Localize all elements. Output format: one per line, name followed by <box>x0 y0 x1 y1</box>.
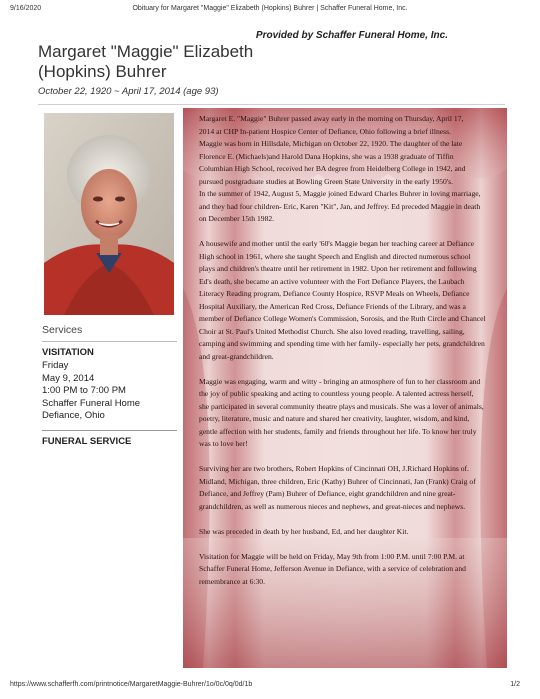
deceased-name-line2: (Hopkins) Buhrer <box>38 62 167 81</box>
deceased-name <box>38 42 338 82</box>
obit-line: Schaffer Funeral Home, Jefferson Avenue in Defiance, with a service of celebration and <box>199 564 466 573</box>
funeral-service-heading: FUNERAL SERVICE <box>42 435 132 447</box>
obit-line: Choir at St. Paul's United Methodist Church. She also loved reading, travelling, sailing, <box>199 326 465 336</box>
obit-line: Florence E. (Michaels)and Harold Dana Hopkins, she was a 1938 graduate of Tiffin <box>199 151 454 161</box>
visitation-time: 1:00 PM to 7:00 PM <box>42 385 126 396</box>
obit-line: Visitation for Maggie will be held on Friday, May 9th from 1:00 P.M. until 7:00 P.M. at <box>199 551 465 561</box>
obit-line: member of Defiance College Women's Commission, Sorosis, and the Ruth Circle and Chancel <box>199 314 486 323</box>
obit-line: plays and children's theatre until her retirement in 1982. Upon her retirement and following <box>199 264 477 273</box>
services-panel <box>42 324 177 449</box>
obit-line: High school in 1961, where she taught Speech and English and directed numerous school <box>199 251 471 261</box>
services-title: Services <box>42 324 83 336</box>
services-divider <box>42 341 177 342</box>
life-dates: October 22, 1920 ~ April 17, 2014 (age 93) <box>38 86 219 97</box>
obit-line: camping and swimming and spending time with her family- especially her pets, grandchildren <box>199 339 485 348</box>
obit-line: Margaret E. "Maggie" Buhrer passed away early in the morning on Thursday, April 17, <box>199 114 464 123</box>
obituary-paragraph <box>199 238 494 363</box>
obit-line: poetry, literature, music and nature and shared her creativity, laughter, wisdom, and kind, <box>199 414 470 423</box>
obit-line: gentle affection with her students, family and friends throughout her life. To know her truly <box>199 426 477 436</box>
obit-line: she participated in several community theatre plays and musicals. She was a lover of animals, <box>199 401 484 411</box>
visitation-heading: VISITATION <box>42 347 94 358</box>
obit-line: Surviving her are two brothers, Robert Hopkins of Cincinnati OH, J.Richard Hopkins of. <box>199 464 469 473</box>
obit-line: and great-grandchildren. <box>199 351 274 361</box>
obit-line: Midland, Michigan, three children, Eric (Kathy) Buhrer of Cincinnati, Jan (Frank) Craig of <box>199 476 476 486</box>
deceased-name-line1: Margaret "Maggie" Elizabeth <box>38 42 254 61</box>
portrait-image <box>44 113 174 315</box>
obit-line: Maggie was engaging, warm and witty - bringing an atmosphere of fun to her classroom and <box>199 376 481 386</box>
obit-line: pursued postgraduate studies at Bowling Green State University in the early 1950's. <box>199 176 454 186</box>
obit-line: and they had four children- Eric, Karen "Kit", Jan, and Jeffrey. Ed preceded Maggie in death <box>199 201 481 211</box>
obit-line: She was preceded in death by her husband, Ed, and her daughter Kit. <box>199 526 409 536</box>
obit-line: Defiance, and Jeffrey (Pam) Buhrer of Defiance, eight grandchildren and nine great- <box>199 489 456 498</box>
obituary-paragraph <box>199 551 494 589</box>
obituary-paragraph <box>199 376 494 451</box>
visitation-place: Schaffer Funeral Home <box>42 397 141 409</box>
footer-url: https://www.schafferfh.com/printnotice/MargaretMaggie-Buhrer/1o/0c/0q/0d/1b <box>10 681 253 688</box>
obit-line: Columbian High School, received her BA degree from Heidelberg College in 1942, and <box>199 164 466 173</box>
obit-line: In the summer of 1942, August 5, Maggie joined Edward Charles Buhrer in loving marriage, <box>199 189 481 198</box>
header-divider <box>38 104 505 105</box>
portrait-photo <box>44 113 174 315</box>
obit-line: was to love her! <box>199 439 248 448</box>
obituary-text <box>199 113 494 601</box>
obit-line: Ed's death, she became an active volunteer with the Fort Defiance Players, the Laubach <box>199 276 465 286</box>
obit-line: A housewife and mother until the early '60's Maggie began her teaching career at Defiance <box>199 239 475 248</box>
visitation-date: May 9, 2014 <box>42 372 95 384</box>
obit-line: Maggie was born in Hillsdale, Michigan on October 22, 1920. The daughter of the late <box>199 139 463 148</box>
obit-line: Hospital Auxiliary, the American Red Cross, Defiance Friends of the Library, and was a <box>199 301 466 311</box>
funeral-divider <box>42 430 177 431</box>
visitation-city: Defiance, Ohio <box>42 410 105 421</box>
obit-line: grandchildren, as well as numerous nieces and nephews, and great-nieces and nephews. <box>199 501 466 511</box>
obit-line: the joy of public speaking and acting to countless young people. A talented actress herself, <box>199 389 474 398</box>
obit-line: remembrance at 6:30. <box>199 576 265 586</box>
footer-page-number: 1/2 <box>510 681 520 688</box>
obit-line: 2014 at CHP In-patient Hospice Center of Defiance, Ohio following a brief illness. <box>199 126 451 136</box>
obit-line: Literacy Reading program, Defiance County Hospice, RSVP Meals on Wheels, Defiance <box>199 289 470 298</box>
provided-by-text: Provided by Schaffer Funeral Home, Inc. <box>255 30 448 41</box>
browser-page-title: Obituary for Margaret "Maggie" Elizabeth (Hopkins) Buhrer | Schaffer Funeral Home, Inc. <box>132 5 408 12</box>
obituary-paragraph <box>199 463 494 513</box>
browser-date: 9/16/2020 <box>10 5 42 12</box>
visitation-day: Friday <box>42 360 69 371</box>
obit-line: on December 15th 1982. <box>199 214 275 223</box>
obituary-paragraph <box>199 526 494 539</box>
obituary-paragraph <box>199 113 494 226</box>
